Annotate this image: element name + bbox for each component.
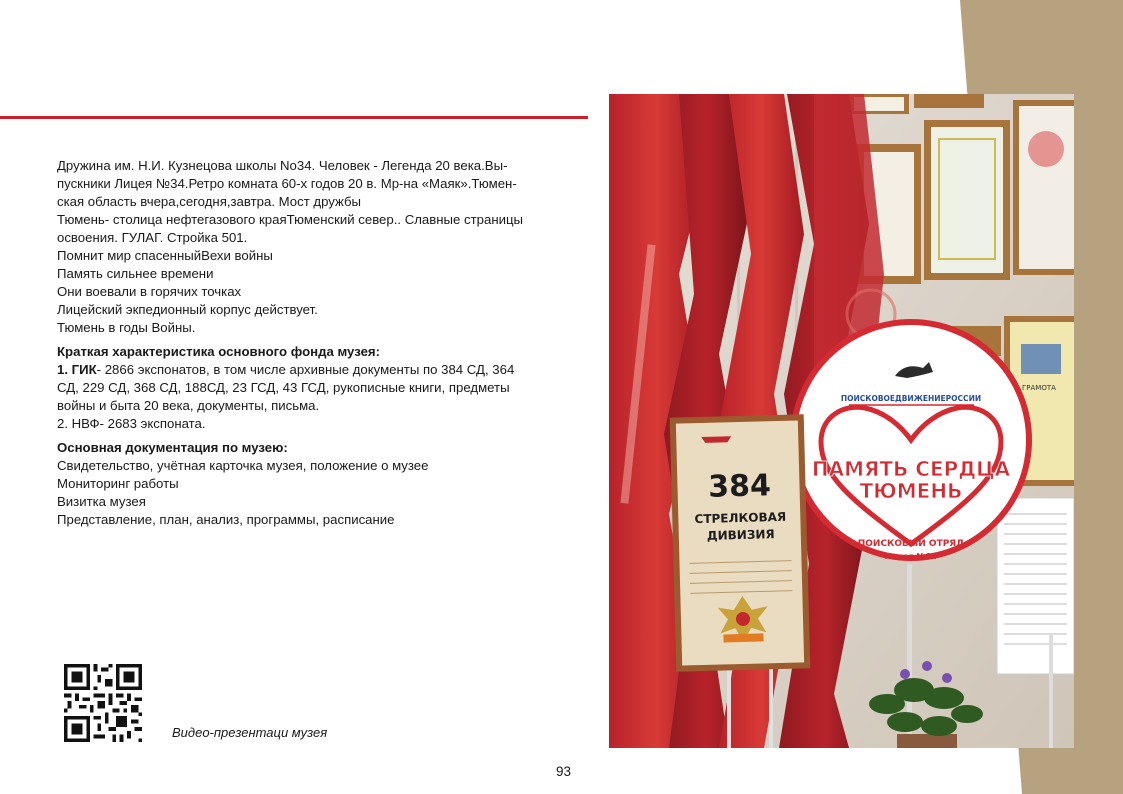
stand-title-line2: ТЮМЕНЬ: [859, 479, 963, 503]
stand-org-text: ПОИСКОВОЕДВИЖЕНИЕРОССИИ: [840, 394, 982, 403]
docs-line: Мониторинг работы: [57, 476, 179, 491]
stand-title-line1: ПАМЯТЬ СЕРДЦА: [811, 457, 1011, 481]
intro-line: Тюмень в годы Войны.: [57, 320, 196, 335]
intro-line: Они воевали в горячих точках: [57, 284, 242, 299]
fund-item-1-label: 1. ГИК: [57, 362, 97, 377]
fund-item-1-text: - 2866 экспонатов, в том числе архивные документы по 384 СД, 364: [96, 362, 515, 377]
museum-photo: [609, 94, 1074, 748]
page-number: 93: [556, 764, 572, 779]
poster-line1: СТРЕЛКОВАЯ: [694, 509, 787, 527]
intro-line: Дружина им. Н.И. Кузнецова школы No34. Человек - Легенда 20 века.Вы-: [57, 158, 508, 173]
intro-line: Память сильнее времени: [57, 266, 214, 281]
fund-heading: Краткая характеристика основного фонда музея:: [57, 344, 381, 359]
docs-line: Представление, план, анализ, программы, расписание: [57, 512, 395, 527]
intro-line: освоения. ГУЛАГ. Стройка 501.: [57, 230, 248, 245]
stand-sub-line1: ПОИСКОВЫЙ ОТРЯД: [857, 539, 965, 549]
red-divider-line: [0, 116, 588, 119]
stand-sub-line2: Лицея №34: [884, 552, 938, 561]
docs-line: Визитка музея: [57, 494, 146, 509]
qr-code[interactable]: [64, 664, 142, 742]
intro-line: пускники Лицея №34.Ретро комната 60-х годов 20 в. Мр-на «Маяк».Тюмен-: [57, 176, 517, 191]
fund-item-2: 2. НВФ- 2683 экспоната.: [57, 416, 206, 431]
intro-line: Помнит мир спасенныйВехи войны: [57, 248, 273, 263]
docs-line: Свидетельство, учётная карточка музея, положение о музее: [57, 458, 429, 473]
intro-line: ская область вчера,сегодня,завтра. Мост дружбы: [57, 194, 362, 209]
fund-item-1-cont: войны и быта 20 века, документы, письма.: [57, 398, 320, 413]
intro-line: Лицейский экпедионный корпус действует.: [57, 302, 318, 317]
fund-item-1-cont: СД, 229 СД, 368 СД, 188СД, 23 ГСД, 43 ГСД, рукописные книги, предметы: [57, 380, 510, 395]
museum-description: [57, 157, 577, 529]
poster-number: 384: [707, 468, 772, 505]
intro-line: Тюмень- столица нефтегазового краяТюменский север.. Славные страницы: [57, 212, 524, 227]
docs-heading: Основная документация по музею:: [57, 440, 288, 455]
video-caption: Видео-презентаци музея: [172, 725, 328, 740]
fund-item-1: [57, 361, 577, 379]
poster-line2: ДИВИЗИЯ: [706, 527, 775, 543]
certificate-label: ГРАМОТА: [1022, 384, 1056, 392]
